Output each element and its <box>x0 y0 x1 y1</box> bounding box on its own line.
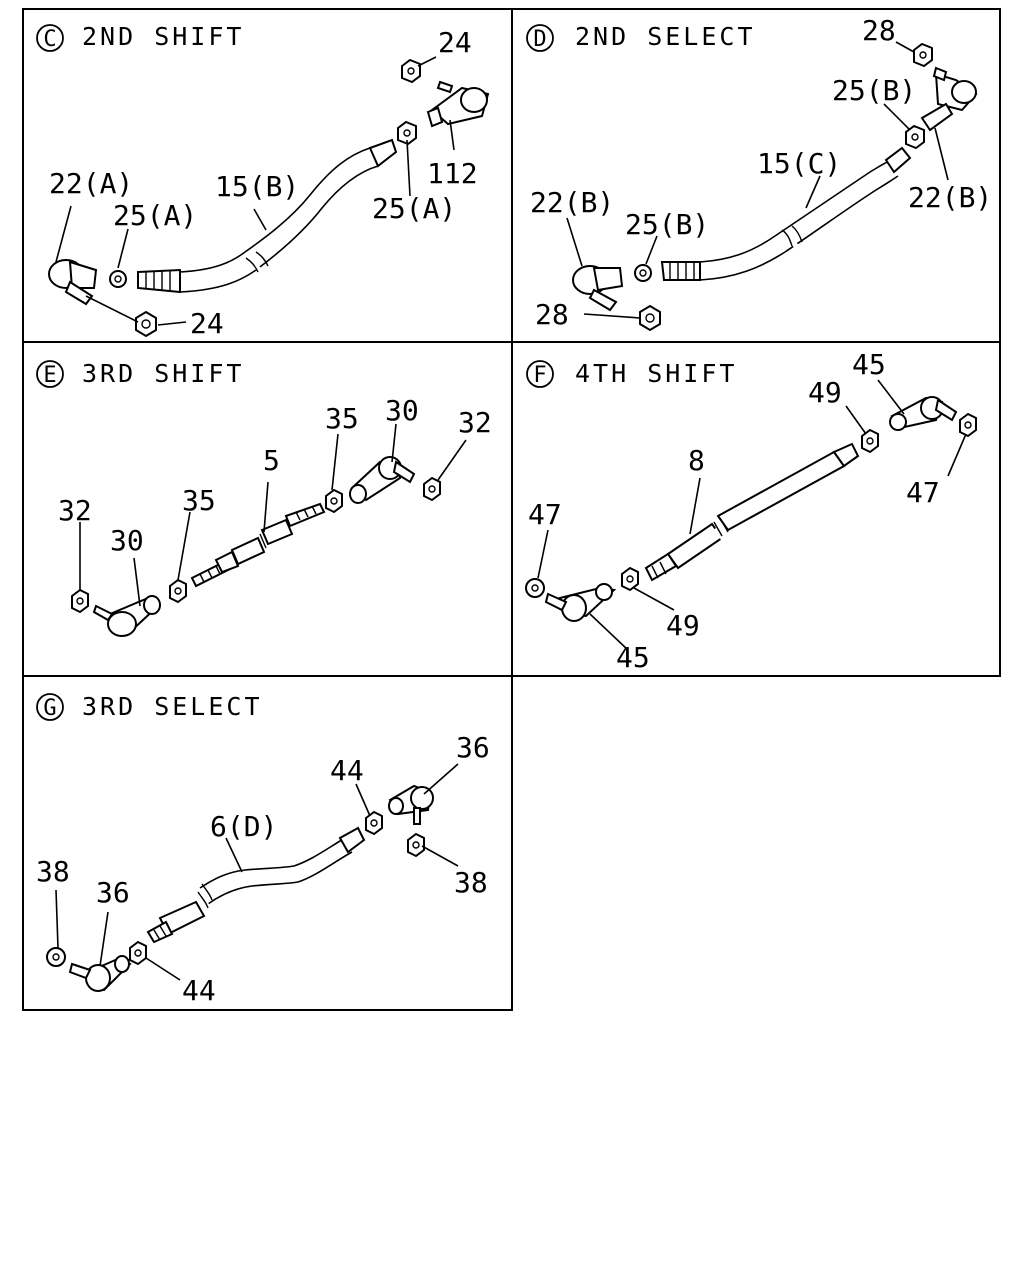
part-label: 49 <box>666 609 700 642</box>
part-label: 24 <box>438 26 472 59</box>
nut <box>635 265 651 281</box>
part-label: 25(A) <box>113 199 198 232</box>
ball-joint-left <box>573 266 622 310</box>
panel-title: 3RD SHIFT <box>82 359 245 388</box>
nut <box>130 942 146 964</box>
panel-border <box>23 676 512 1010</box>
nut <box>366 812 382 834</box>
nut <box>72 590 88 612</box>
nut <box>424 478 440 500</box>
part-label: 45 <box>616 641 650 674</box>
part-label: 30 <box>385 394 419 427</box>
nut <box>136 312 156 336</box>
ball-joint-left <box>546 584 614 621</box>
panel-title: 4TH SHIFT <box>575 359 738 388</box>
panel-title: 3RD SELECT <box>82 692 263 721</box>
part-label: 24 <box>190 307 224 340</box>
panel-4th-shift <box>512 342 1000 676</box>
part-label: 44 <box>182 974 216 1007</box>
ball-joint-right <box>922 68 976 130</box>
nut <box>526 579 544 597</box>
part-label: 49 <box>808 376 842 409</box>
panel-3rd-shift <box>23 342 512 676</box>
part-label: 6(D) <box>210 810 278 843</box>
part-label: 35 <box>325 402 359 435</box>
part-label: 22(A) <box>49 167 134 200</box>
shift-rod-drawing <box>526 397 976 621</box>
part-label: 38 <box>36 855 70 888</box>
part-label: 25(B) <box>625 208 710 241</box>
part-label: 36 <box>456 731 490 764</box>
panel-letter-badge <box>37 361 63 388</box>
part-label: 15(B) <box>215 170 300 203</box>
part-label: 22(B) <box>530 186 615 219</box>
part-label: 28 <box>535 298 569 331</box>
part-label: 47 <box>528 498 562 531</box>
panel-border <box>23 342 512 676</box>
part-label: 15(C) <box>757 147 842 180</box>
nut <box>960 414 976 436</box>
part-label: 35 <box>182 484 216 517</box>
nut <box>326 490 342 512</box>
part-label: 25(B) <box>832 74 917 107</box>
panel-3rd-select <box>23 676 512 1010</box>
ball-joint-right <box>350 457 414 503</box>
nut <box>47 948 65 966</box>
nut <box>110 271 126 287</box>
nut <box>640 306 660 330</box>
nut <box>862 430 878 452</box>
panel-title: 2ND SHIFT <box>82 22 245 51</box>
nut <box>408 834 424 856</box>
part-label: 36 <box>96 876 130 909</box>
part-label: 5 <box>263 444 280 477</box>
part-label: 45 <box>852 348 886 381</box>
ball-joint-right <box>890 397 956 430</box>
ball-joint-right <box>428 82 488 126</box>
ball-joint-left <box>94 596 160 636</box>
nut <box>402 60 420 82</box>
nut <box>170 580 186 602</box>
panel-letter-badge <box>527 25 553 52</box>
panel-2nd-shift <box>23 9 512 342</box>
panel-letter: D <box>533 27 547 52</box>
part-label: 32 <box>458 406 492 439</box>
panel-2nd-select <box>512 9 1000 342</box>
part-label: 32 <box>58 494 92 527</box>
part-label: 22(B) <box>908 181 993 214</box>
part-label: 112 <box>427 157 478 190</box>
panel-letter-badge <box>37 25 63 52</box>
part-label: 47 <box>906 476 940 509</box>
panel-letter: E <box>43 363 57 388</box>
part-label: 38 <box>454 866 488 899</box>
panel-letter-badge <box>527 361 553 388</box>
panel-letter-badge <box>37 694 63 721</box>
nut <box>622 568 638 590</box>
part-label: 25(A) <box>372 192 457 225</box>
part-label: 28 <box>862 14 896 47</box>
panel-letter: C <box>43 27 57 52</box>
panel-letter: G <box>43 696 57 721</box>
panel-letter: F <box>533 363 547 388</box>
part-label: 44 <box>330 754 364 787</box>
part-label: 8 <box>688 444 705 477</box>
part-label: 30 <box>110 524 144 557</box>
nut <box>914 44 932 66</box>
panel-title: 2ND SELECT <box>575 22 756 51</box>
